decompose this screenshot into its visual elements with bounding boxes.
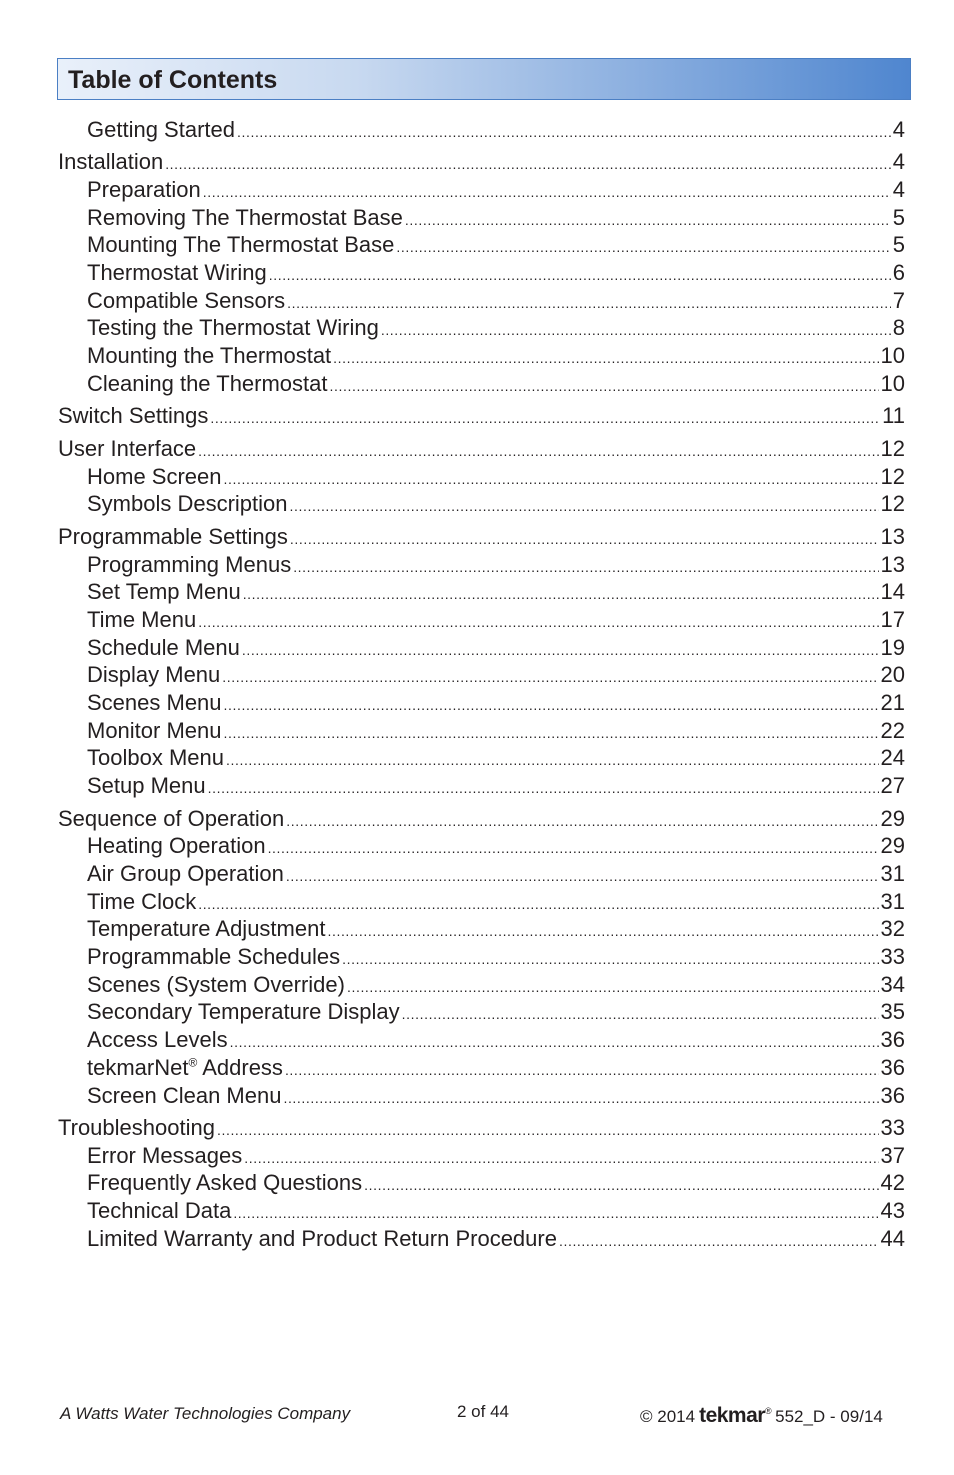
- toc-entry-page: 20: [880, 662, 905, 687]
- toc-entry-title: Cleaning the Thermostat: [87, 371, 328, 396]
- toc-entry-title: Display Menu: [87, 662, 221, 687]
- toc-entry-title: Programmable Settings: [58, 524, 288, 549]
- toc-entry[interactable]: [87, 491, 905, 517]
- toc-leader-dots: [293, 554, 878, 580]
- toc-entry-title: Removing The Thermostat Base: [87, 205, 403, 230]
- toc-entry-page: 22: [880, 718, 905, 743]
- toc-entry[interactable]: [58, 524, 905, 550]
- toc-entry[interactable]: [87, 972, 905, 998]
- toc-entry-page: 14: [880, 579, 905, 604]
- toc-entry[interactable]: [87, 288, 905, 314]
- toc-entry-page: 13: [880, 552, 905, 577]
- toc-entry-title: Symbols Description: [87, 491, 288, 516]
- toc-entry[interactable]: [87, 117, 905, 143]
- toc-leader-dots: [210, 405, 880, 431]
- toc-entry-page: 29: [880, 833, 905, 858]
- toc-leader-dots: [381, 317, 891, 343]
- toc-entry[interactable]: [87, 552, 905, 578]
- toc-entry-page: 5: [892, 205, 905, 230]
- toc-entry-title: Monitor Menu: [87, 718, 222, 743]
- toc-entry-page: 34: [880, 972, 905, 997]
- toc-entry[interactable]: [87, 260, 905, 286]
- footer-right: [640, 1404, 883, 1428]
- toc-leader-dots: [290, 526, 879, 552]
- toc-entry-page: 29: [880, 806, 905, 831]
- toc-entry-title: Heating Operation: [87, 833, 266, 858]
- toc-entry[interactable]: [87, 1083, 905, 1109]
- toc-leader-dots: [396, 234, 890, 260]
- toc-entry[interactable]: [87, 690, 905, 716]
- toc-leader-dots: [327, 918, 878, 944]
- toc-entry-page: 10: [880, 371, 905, 396]
- toc-entry-page: 4: [892, 177, 905, 202]
- tekmar-logo: tekmar®: [699, 1404, 772, 1427]
- toc-entry-page: 36: [880, 1083, 905, 1108]
- toc-entry[interactable]: [87, 315, 905, 341]
- toc-entry[interactable]: [87, 205, 905, 231]
- toc-entry[interactable]: [87, 833, 905, 859]
- toc-entry[interactable]: [87, 1055, 905, 1081]
- toc-entry-page: 33: [880, 944, 905, 969]
- toc-leader-dots: [330, 373, 879, 399]
- toc-entry-page: 44: [880, 1226, 905, 1251]
- footer-page-number: 2 of 44: [457, 1402, 509, 1421]
- toc-entry[interactable]: [87, 745, 905, 771]
- toc-entry-page: 19: [880, 635, 905, 660]
- toc-entry-page: 11: [882, 403, 905, 428]
- toc-entry-page: 42: [880, 1170, 905, 1195]
- toc-entry[interactable]: [87, 718, 905, 744]
- toc-entry-title: Technical Data: [87, 1198, 232, 1223]
- toc-entry-title: Set Temp Menu: [87, 579, 241, 604]
- toc-entry-page: 21: [880, 690, 905, 715]
- toc-entry-page: 37: [880, 1143, 905, 1168]
- toc-entry-page: 13: [880, 524, 905, 549]
- toc-entry[interactable]: [87, 1143, 905, 1169]
- toc-entry-page: 43: [880, 1198, 905, 1223]
- toc-entry[interactable]: [87, 343, 905, 369]
- toc-entry[interactable]: [87, 662, 905, 688]
- toc-entry[interactable]: [87, 607, 905, 633]
- toc-entry-page: 33: [880, 1115, 905, 1140]
- toc-entry-title: Setup Menu: [87, 773, 206, 798]
- toc-header-bar: [57, 58, 911, 100]
- toc-entry-page: 4: [892, 117, 905, 142]
- toc-leader-dots: [224, 720, 879, 746]
- toc-entry-title: Switch Settings: [58, 403, 209, 428]
- toc-entry-title: Schedule Menu: [87, 635, 240, 660]
- toc-entry-page: 12: [880, 491, 905, 516]
- toc-entry[interactable]: [87, 1027, 905, 1053]
- toc-entry-page: 12: [880, 464, 905, 489]
- toc-entry-title: Secondary Temperature Display: [87, 999, 400, 1024]
- toc-entry-title: Mounting The Thermostat Base: [87, 232, 395, 257]
- toc-entry-page: 35: [880, 999, 905, 1024]
- toc-entry[interactable]: [87, 1226, 905, 1252]
- toc-entry-page: 12: [880, 436, 905, 461]
- toc-entry-page: 27: [880, 773, 905, 798]
- toc-entry[interactable]: [87, 773, 905, 799]
- toc-entry-title: User Interface: [58, 436, 197, 461]
- toc-leader-dots: [198, 609, 878, 635]
- toc-leader-dots: [244, 1145, 878, 1171]
- toc-entry-title: Air Group Operation: [87, 861, 284, 886]
- toc-entry-title: Installation: [58, 149, 164, 174]
- toc-entry-page: 36: [880, 1027, 905, 1052]
- toc-leader-dots: [243, 581, 879, 607]
- toc-entry-page: 36: [880, 1055, 905, 1080]
- footer-company: A Watts Water Technologies Company: [60, 1404, 351, 1423]
- toc-entry-page: 24: [880, 745, 905, 770]
- toc-leader-dots: [347, 974, 879, 1000]
- toc-entry-title: Sequence of Operation: [58, 806, 285, 831]
- toc-leader-dots: [364, 1172, 878, 1198]
- toc-entry-title: Temperature Adjustment: [87, 916, 326, 941]
- footer-doc-code: 552_D - 09/14: [775, 1407, 883, 1426]
- toc-entry[interactable]: [58, 806, 905, 832]
- toc-leader-dots: [286, 863, 879, 889]
- toc-leader-dots: [224, 692, 879, 718]
- toc-entry[interactable]: [87, 916, 905, 942]
- toc-entry-title: Error Messages: [87, 1143, 243, 1168]
- toc-entry-title: Frequently Asked Questions: [87, 1170, 363, 1195]
- toc-entry[interactable]: [87, 999, 905, 1025]
- toc-leader-dots: [402, 1001, 879, 1027]
- toc-entry-title: Compatible Sensors: [87, 288, 286, 313]
- toc-entry-title: Access Levels: [87, 1027, 228, 1052]
- toc-entry[interactable]: [87, 635, 905, 661]
- toc-entry-page: 31: [880, 861, 905, 886]
- toc-leader-dots: [165, 151, 891, 177]
- toc-leader-dots: [237, 119, 891, 145]
- toc-entry[interactable]: [87, 1198, 905, 1224]
- toc-entry-page: 8: [892, 315, 905, 340]
- toc-leader-dots: [268, 835, 879, 861]
- toc-entry-page: 5: [892, 232, 905, 257]
- toc-leader-dots: [287, 290, 891, 316]
- toc-leader-dots: [198, 891, 878, 917]
- toc-entry-title: Programming Menus: [87, 552, 292, 577]
- toc-entry[interactable]: [58, 436, 905, 462]
- toc-entry-title: tekmarNet® Address: [87, 1055, 283, 1080]
- toc-entry-page: 17: [880, 607, 905, 632]
- toc-leader-dots: [559, 1228, 879, 1254]
- toc-leader-dots: [333, 345, 878, 371]
- toc-entry-page: 4: [892, 149, 905, 174]
- toc-entry[interactable]: [87, 464, 905, 490]
- toc-entry[interactable]: [87, 861, 905, 887]
- toc-entry[interactable]: [87, 889, 905, 915]
- toc-leader-dots: [198, 438, 878, 464]
- toc-entry-title: Scenes Menu: [87, 690, 222, 715]
- toc-leader-dots: [269, 262, 891, 288]
- toc-entry-title: Time Clock: [87, 889, 197, 914]
- toc-leader-dots: [222, 664, 878, 690]
- toc-leader-dots: [285, 1057, 879, 1083]
- footer-copyright: © 2014: [640, 1407, 696, 1426]
- toc-entry[interactable]: [87, 1170, 905, 1196]
- toc-leader-dots: [208, 775, 879, 801]
- toc-entry-title: Programmable Schedules: [87, 944, 341, 969]
- toc-entry[interactable]: [58, 403, 905, 429]
- toc-entry[interactable]: [58, 1115, 905, 1141]
- toc-entry-title: Testing the Thermostat Wiring: [87, 315, 379, 340]
- page-title: Table of Contents: [68, 66, 278, 94]
- toc-entry-title: Toolbox Menu: [87, 745, 224, 770]
- toc-entry-title: Preparation: [87, 177, 201, 202]
- toc-entry-page: 31: [880, 889, 905, 914]
- toc-entry[interactable]: [87, 944, 905, 970]
- toc-entry[interactable]: [58, 149, 905, 175]
- toc-entry-title: Limited Warranty and Product Return Procedure: [87, 1226, 557, 1251]
- toc-leader-dots: [226, 747, 879, 773]
- toc-leader-dots: [286, 808, 878, 834]
- toc-leader-dots: [290, 493, 879, 519]
- toc-leader-dots: [203, 179, 891, 205]
- toc-leader-dots: [224, 466, 879, 492]
- toc-entry[interactable]: [87, 579, 905, 605]
- toc-leader-dots: [405, 207, 891, 233]
- toc-entry-title: Troubleshooting: [58, 1115, 215, 1140]
- toc-entry[interactable]: [87, 371, 905, 397]
- toc-entry-page: 7: [892, 288, 905, 313]
- toc-entry-title: Time Menu: [87, 607, 197, 632]
- toc-entry-title: Scenes (System Override): [87, 972, 345, 997]
- toc-leader-dots: [342, 946, 878, 972]
- toc-entry-title: Thermostat Wiring: [87, 260, 267, 285]
- toc-entry-page: 6: [892, 260, 905, 285]
- toc-leader-dots: [283, 1085, 878, 1111]
- toc-leader-dots: [217, 1117, 879, 1143]
- toc-leader-dots: [233, 1200, 878, 1226]
- toc-entry[interactable]: [87, 177, 905, 203]
- toc-entry[interactable]: [87, 232, 905, 258]
- toc-entry-title: Home Screen: [87, 464, 222, 489]
- toc-entry-title: Getting Started: [87, 117, 235, 142]
- toc-entry-page: 32: [880, 916, 905, 941]
- toc-entry-title: Screen Clean Menu: [87, 1083, 282, 1108]
- toc-leader-dots: [230, 1029, 879, 1055]
- toc-leader-dots: [242, 637, 879, 663]
- toc-entry-title: Mounting the Thermostat: [87, 343, 332, 368]
- toc-entry-page: 10: [880, 343, 905, 368]
